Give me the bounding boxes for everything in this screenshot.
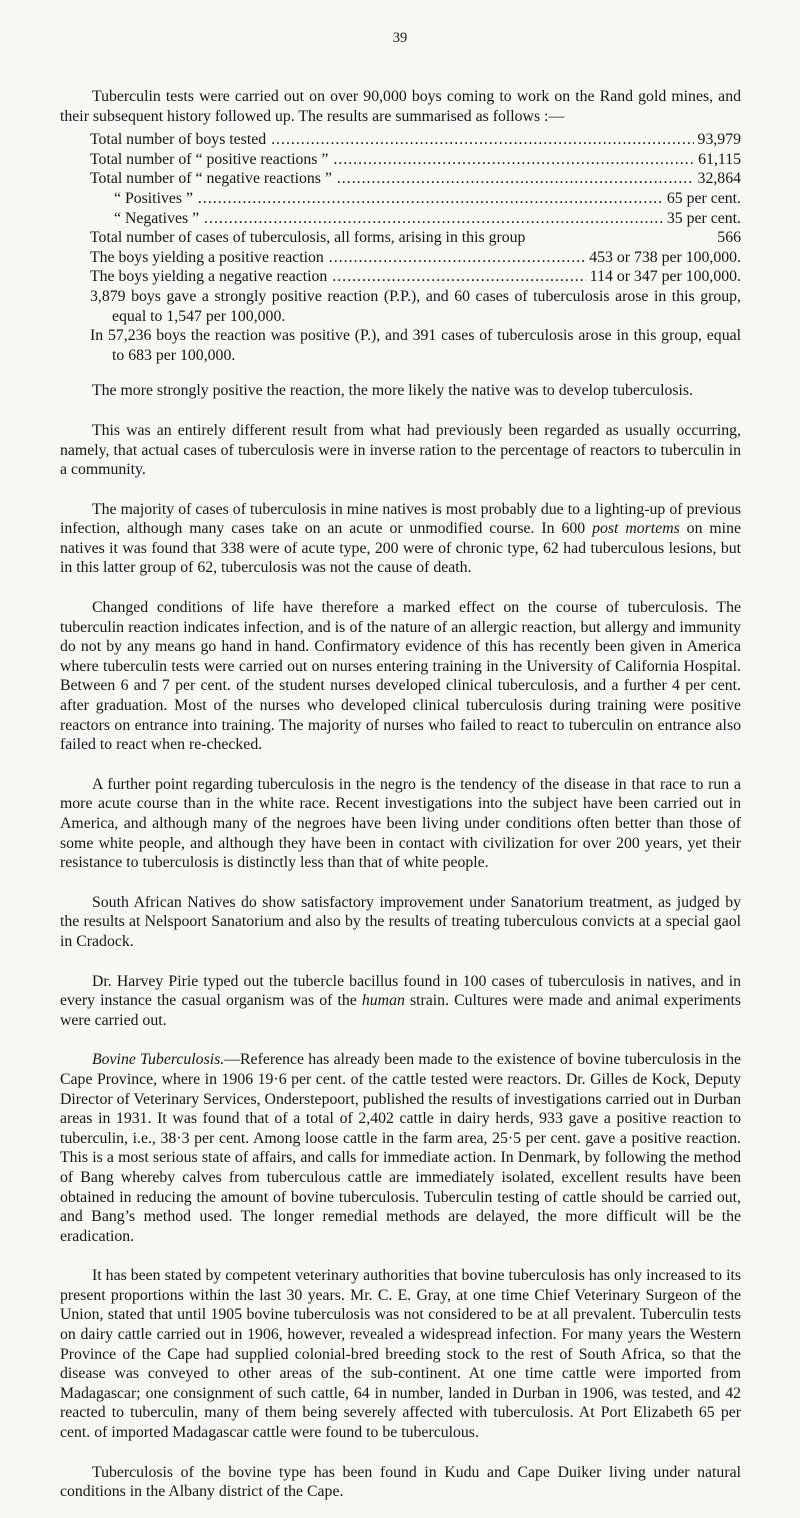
stat-row-boys-tested: Total number of boys tested ..... 93,979: [90, 130, 741, 150]
stat-strong-positive: 3,879 boys gave a strongly positive reaction (P.P.), and 60 cases of tuberculosis arose in this group, equal to 1,547 per 100,000.: [90, 287, 741, 325]
paragraph: Tuberculosis of the bovine type has been found in Kudu and Cape Duiker living under natural conditions in the Albany district of the Cape.: [60, 1463, 741, 1501]
paragraph: Changed conditions of life have therefore a marked effect on the course of tuberculosis. The tuberculin reaction indicates infection, and is of the nature of an allergic reaction, but allergy and immunity do not by any means go hand in hand. Confirmatory evidence of this has recently been given in America where tuberculin tests were carried out on nurses entering training in the University of California Hospital. Between 6 and 7 per cent. of the student nurses developed clinical tuberculosis, and a further 4 per cent. after graduation. Most of the nurses who developed clinical tuberculosis during training were positive reactors on entrance into training. The majority of nurses who failed to react to tuberculin on entrance also failed to react when re-checked.: [60, 599, 741, 754]
stat-row-negative-reactions: Total number of “ negative reactions ” ..... 32,864: [90, 169, 741, 189]
stat-positive: In 57,236 boys the reaction was positive (P.), and 391 cases of tuberculosis arose in this group, equal to 683 per 100,000.: [90, 327, 741, 364]
paragraph-post-mortems: The majority of cases of tuberculosis in mine natives is most probably due to a lighting-up of previous infection, although many cases take on an acute or unmodified course. In 600 post mortems on mine natives it was found that 338 were of acute type, 200 were of chronic type, 62 had tuberculous lesions, but in this latter group of 62, tuberculosis was not the cause of death.: [60, 500, 741, 577]
page-number: 39: [392, 30, 408, 46]
statistics-summary: [90, 130, 741, 365]
paragraph: The more strongly positive the reaction, the more likely the native was to develop tuberculosis.: [92, 382, 693, 400]
paragraph: A further point regarding tuberculosis in the negro is the tendency of the disease in that race to run a more acute course than in the white race. Recent investigations into the subject have been carried out in America, and although many of the negroes have been living under conditions often better than those of some white people, and although they have been in contact with civilization for over 200 years, yet their resistance to tuberculosis is distinctly less than that of white people.: [60, 775, 741, 872]
stat-row-negative-reaction-cases: The boys yielding a negative reaction ..... 114 or 347 per 100,000.: [90, 267, 741, 287]
stat-row-positives-percent: “ Positives ” ..... 65 per cent.: [90, 189, 741, 209]
stat-row-negatives-percent: “ Negatives ” ..... 35 per cent.: [90, 209, 741, 229]
paragraph: It has been stated by competent veterinary authorities that bovine tuberculosis has only increased to its present proportions within the last 30 years. Mr. C. E. Gray, at one time Chief Veterinary Surgeon of the Union, stated that until 1905 bovine tuberculosis was not considered to be at all prevalent. Tuberculin tests on dairy cattle carried out in 1906, however, revealed a widespread infection. For many years the Western Province of the Cape had supplied colonial-bred breeding stock to the rest of South Africa, so that the disease was conveyed to other areas of the sub-continent. At one time cattle were imported from Madagascar; one consignment of such cattle, 64 in number, landed in Durban in 1906, was tested, and 42 reacted to tuberculin, many of them being severely affected with tuberculosis. At Port Elizabeth 65 per cent. of imported Madagascar cattle were found to be tuberculous.: [60, 1267, 741, 1442]
stat-row-positive-reaction-cases: The boys yielding a positive reaction ..... 453 or 738 per 100,000.: [90, 248, 741, 268]
paragraph-pirie: Dr. Harvey Pirie typed out the tubercle bacillus found in 100 cases of tuberculosis in natives, and in every instance the casual organism was of the human strain. Cultures were made and animal experiments were carried out.: [60, 972, 741, 1029]
section-heading: Bovine Tuberculosis.: [92, 1051, 225, 1069]
stat-row-positive-reactions: Total number of “ positive reactions ” ..... 61,115: [90, 150, 741, 170]
page-content: [60, 87, 741, 1502]
paragraph-bovine-tuberculosis: Bovine Tuberculosis.—Reference has already been made to the existence of bovine tuberculosis in the Cape Province, where in 1906 19·6 per cent. of the cattle tested were reactors. Dr. Gilles de Kock, Deputy Director of Veterinary Services, Onderstepoort, published the results of investigations carried out in Durban areas in 1931. It was found that of a total of 2,402 cattle in dairy herds, 933 gave a positive reaction to tuberculin, i.e., 38·3 per cent. Among loose cattle in the farm area, 25·5 per cent. gave a positive reaction. This is a most serious state of affairs, and calls for immediate action. In Denmark, by following the method of Bang whereby calves from tuberculous cattle are immediately isolated, excellent results have been obtained in reducing the amount of bovine tuberculosis. Tuberculin testing of cattle should be carried out, and Bang’s method used. The longer remedial methods are delayed, the more difficult will be the eradication.: [60, 1051, 741, 1245]
stat-row-total-cases: Total number of cases of tuberculosis, all forms, arising in this group 566: [90, 229, 741, 247]
paragraph: This was an entirely different result from what had previously been regarded as usually occurring, namely, that actual cases of tuberculosis were in inverse ration to the percentage of reactors to tuberculin in a community.: [60, 421, 741, 479]
paragraph: South African Natives do show satisfactory improvement under Sanatorium treatment, as judged by the results at Nelspoort Sanatorium and also by the results of treating tuberculous convicts at a special gaol in Cradock.: [60, 893, 741, 950]
intro-paragraph: Tuberculin tests were carried out on over 90,000 boys coming to work on the Rand gold mines, and their subsequent history followed up. The results are summarised as follows :—: [60, 88, 741, 125]
